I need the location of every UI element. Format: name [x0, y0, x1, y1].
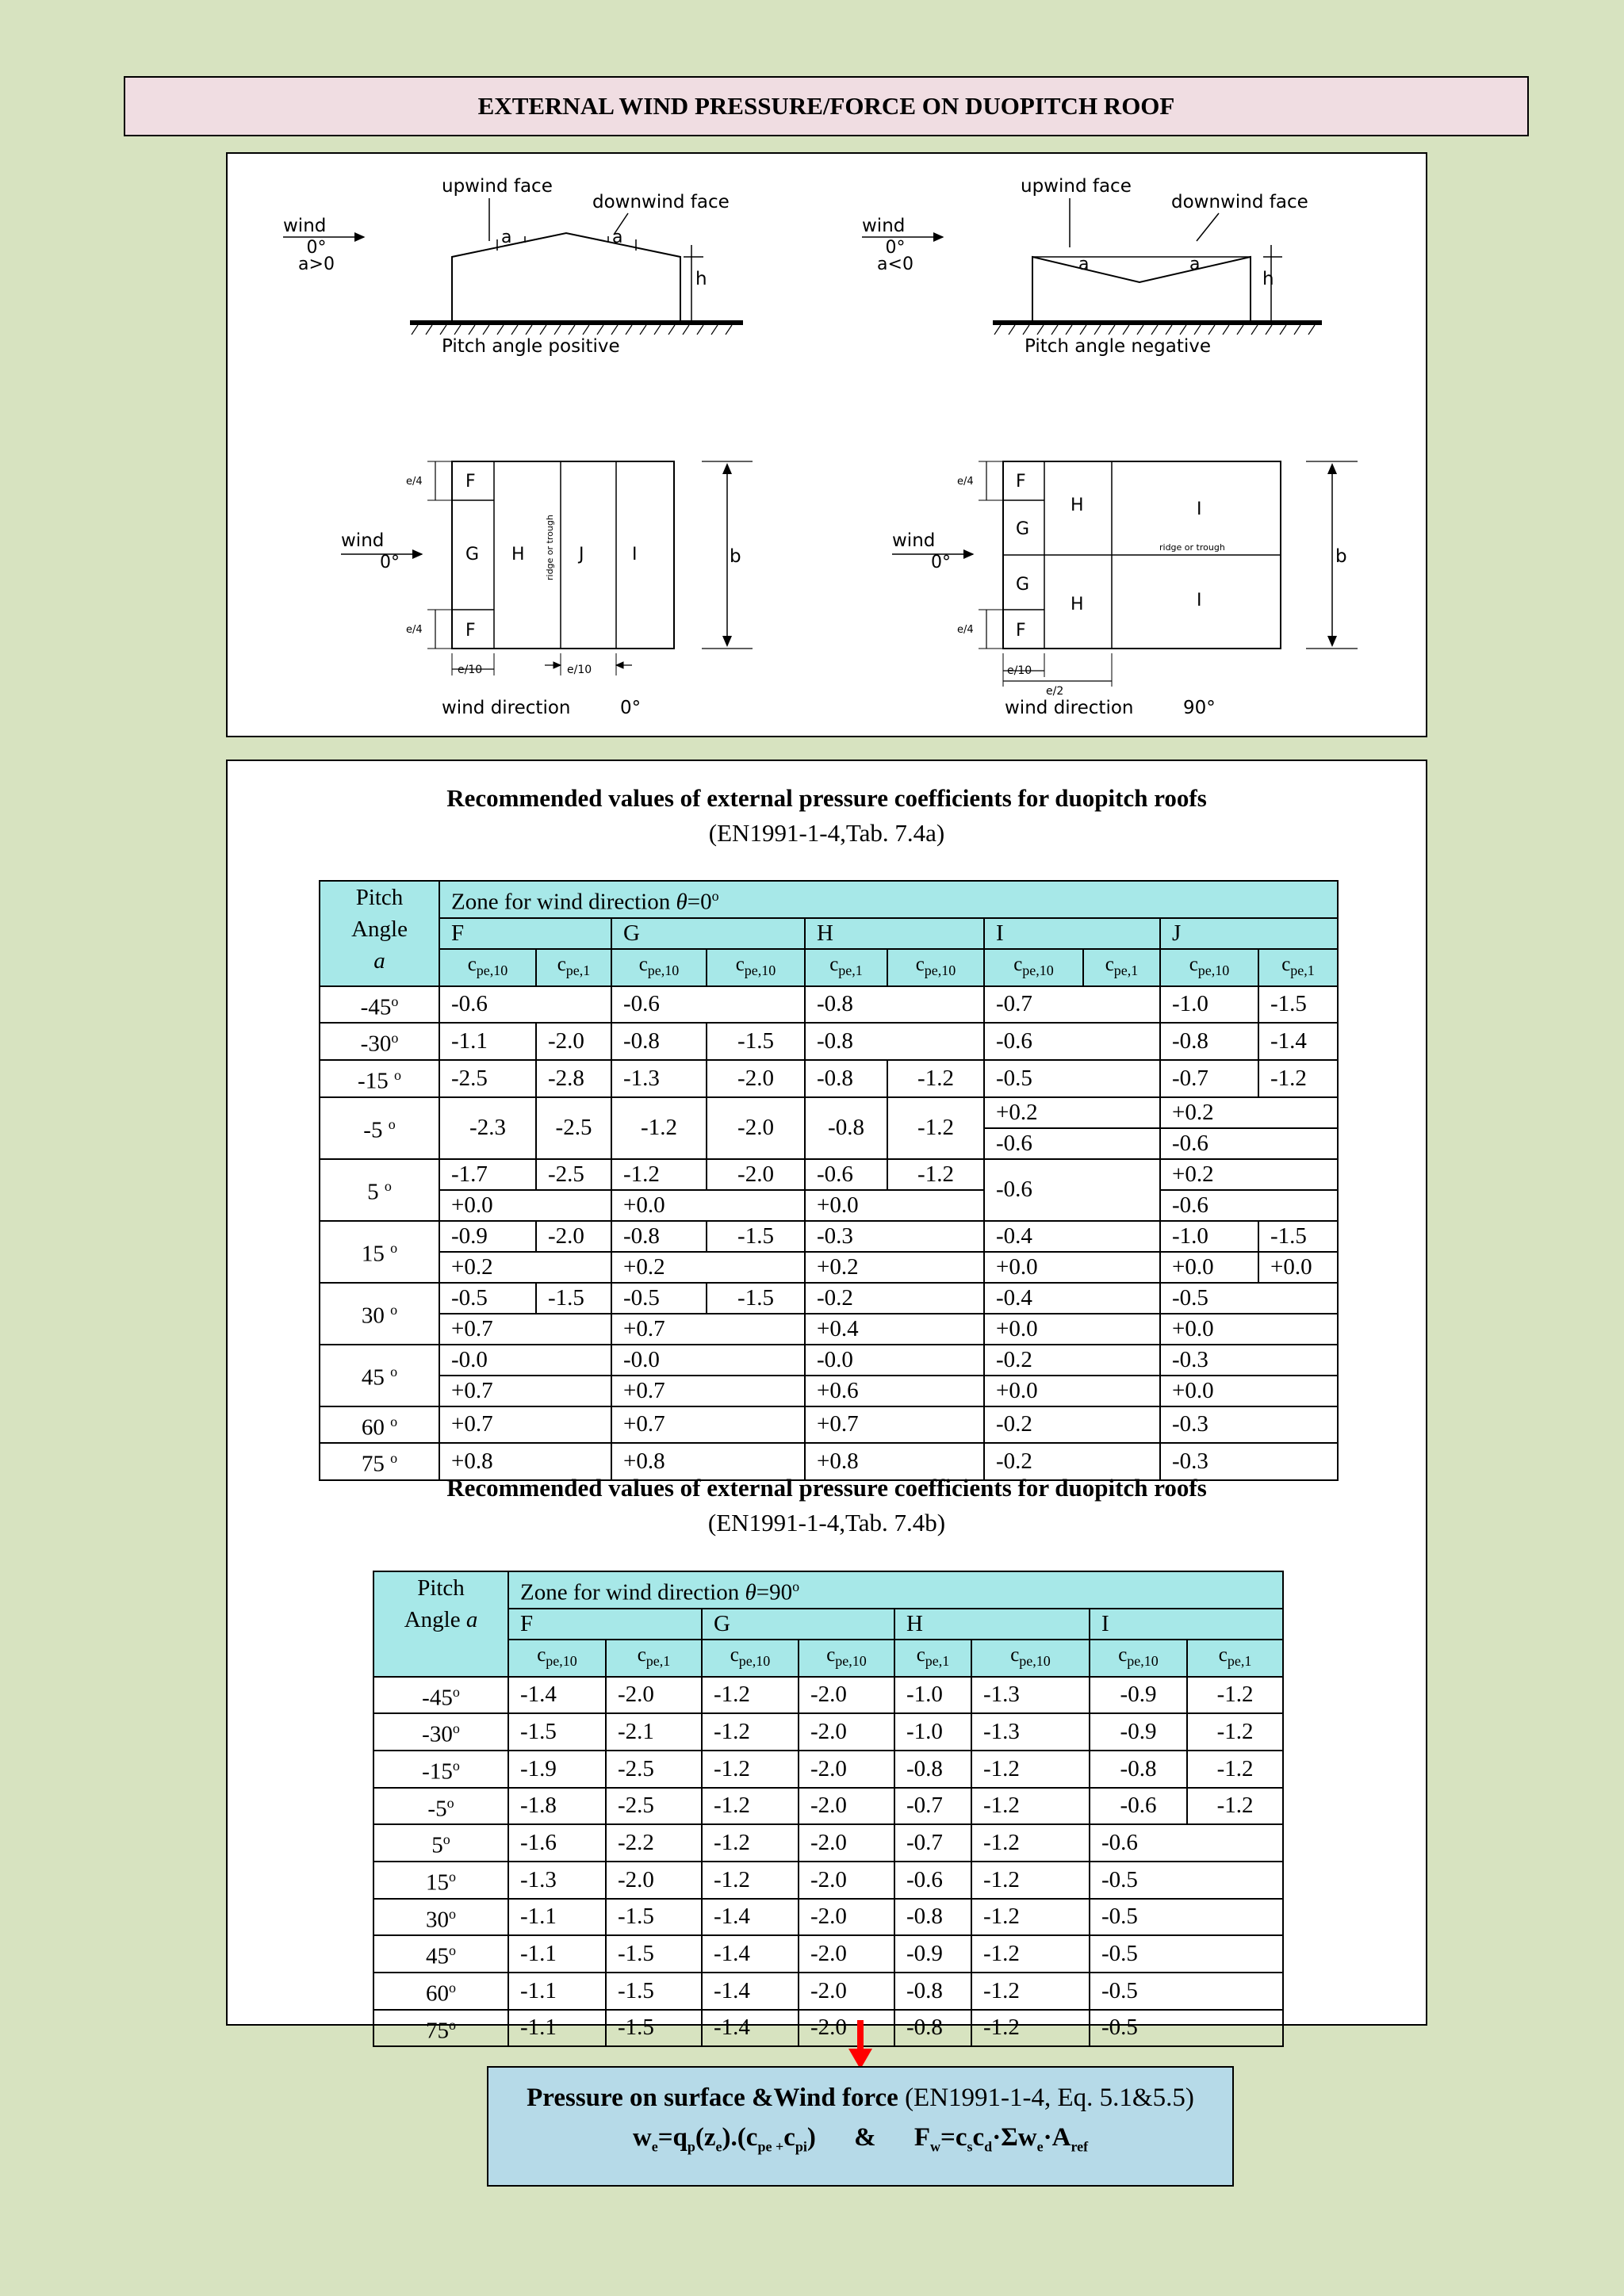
coef-cell: -1.2 — [971, 1788, 1090, 1825]
coef-cell: -2.0 — [799, 1973, 894, 2010]
coef-cell: -1.2 — [702, 1824, 799, 1862]
coef-cell: -2.0 — [799, 1824, 894, 1862]
cpe10-header: $c_{pe,10}$ — [1160, 949, 1258, 986]
zone-I-label: I — [1197, 499, 1202, 519]
roof-plan-outline — [452, 461, 674, 649]
zone-header: Zone for wind direction $\theta=0^o$ — [439, 881, 1338, 918]
table-row — [373, 1973, 1283, 2010]
wind-direction-label: wind direction — [1005, 698, 1134, 718]
coef-cell: -1.2 — [702, 1862, 799, 1899]
ground-hatch — [412, 325, 732, 335]
coef-cell: -0.6 — [894, 1862, 971, 1899]
coef-cell: -2.5 — [606, 1788, 702, 1825]
table-row: 75 $^o$ +0.8 +0.8 +0.8 -0.2 -0.3 — [320, 1443, 1338, 1480]
table-row: 30 $^o$ -0.5 -1.5 -0.5 -1.5 -0.2 -0.4 -0.5 — [320, 1283, 1338, 1314]
zone-G-label: G — [1016, 575, 1030, 595]
coef-cell: -1.1 — [508, 1973, 606, 2010]
formula-heading: Pressure on surface &Wind force (EN1991-1-4, Eq. 5.1&5.5) — [527, 2084, 1194, 2112]
coef-cell: -0.5 — [1090, 2010, 1283, 2047]
pitch-negative-label: Pitch angle negative — [1025, 336, 1212, 357]
coef-cell: -1.3 — [508, 1862, 606, 1899]
coef-cell: -1.2 — [702, 1713, 799, 1751]
e4-label: e/4 — [406, 624, 423, 636]
coef-cell: -2.2 — [606, 1824, 702, 1862]
cpe10-header: $c_{pe,10}$ — [887, 949, 984, 986]
pitch-sign-label: a<0 — [877, 254, 914, 274]
pitch-angle-cell: 30 $^o$ — [320, 1283, 439, 1345]
roof-diagrams — [228, 154, 1426, 736]
pitch-angle-cell: -15 $^o$ — [320, 1060, 439, 1097]
arrow-down-icon — [848, 2020, 872, 2069]
e10-label: e/10 — [458, 664, 483, 676]
pitch-angle-cell: -15$^o$ — [373, 1751, 508, 1788]
coef-cell: -2.0 — [799, 1862, 894, 1899]
angle-a-label: a — [501, 228, 512, 247]
table-row: -30$^o$ -1.1 -2.0 -0.8 -1.5 -0.8 -0.6 -0.8 -1.4 — [320, 1023, 1338, 1060]
zone-I-header: I — [1090, 1609, 1283, 1640]
coef-cell: -1.0 — [894, 1677, 971, 1714]
cpe10-header: $c_{pe,10}$ — [971, 1640, 1090, 1677]
leader-line — [1197, 213, 1219, 241]
coef-cell: -0.8 — [1090, 1751, 1187, 1788]
zone-plan-90-deg — [892, 461, 1358, 718]
e10-label: e/10 — [567, 664, 592, 676]
coef-cell: -1.9 — [508, 1751, 606, 1788]
table-row — [373, 1751, 1283, 1788]
pitch-angle-cell: 45$^o$ — [373, 1935, 508, 1973]
wind-label: wind — [341, 530, 385, 551]
wind-label: wind — [892, 530, 936, 551]
coef-cell: -1.2 — [1187, 1788, 1283, 1825]
cpe1-header: $c_{pe,1}$ — [606, 1640, 702, 1677]
ground-hatch — [994, 325, 1315, 335]
pitch-angle-cell: -30$^o$ — [373, 1713, 508, 1751]
coef-cell: -0.7 — [894, 1788, 971, 1825]
table-row — [373, 1677, 1283, 1714]
pitch-positive-elevation — [283, 176, 743, 357]
wind-direction-value: 90° — [1183, 698, 1216, 718]
coef-cell: -0.8 — [894, 1973, 971, 2010]
pitch-angle-cell: 15 $^o$ — [320, 1221, 439, 1283]
table-90deg-body — [373, 1677, 1283, 2047]
coef-cell: -0.5 — [1090, 1935, 1283, 1973]
cpe10-header: $c_{pe,10}$ — [611, 949, 707, 986]
table-row: +0.0 +0.0 +0.0 -0.6 — [320, 1190, 1338, 1221]
ridge-label: ridge or trough — [1159, 542, 1225, 553]
coef-cell: -1.0 — [894, 1713, 971, 1751]
coef-cell: -1.2 — [702, 1677, 799, 1714]
coef-cell: -0.7 — [894, 1824, 971, 1862]
pitch-negative-elevation — [862, 176, 1322, 357]
pitch-positive-label: Pitch angle positive — [442, 336, 620, 357]
coef-cell: -1.2 — [1187, 1713, 1283, 1751]
cpe1-header: $c_{pe,1}$ — [894, 1640, 971, 1677]
coef-cell: -1.1 — [508, 2010, 606, 2047]
wind-direction-label: wind direction — [442, 698, 571, 718]
b-label: b — [1335, 546, 1347, 567]
table-row — [373, 1713, 1283, 1751]
pitch-angle-cell: 5 $^o$ — [320, 1159, 439, 1221]
coef-cell: -0.6 — [1090, 1824, 1283, 1862]
pitch-angle-cell: -30$^o$ — [320, 1023, 439, 1060]
pitch-angle-cell: -5$^o$ — [373, 1788, 508, 1825]
coef-cell: -1.4 — [508, 1677, 606, 1714]
coef-cell: -1.5 — [606, 1973, 702, 2010]
coef-cell: -2.0 — [799, 1713, 894, 1751]
table-row: +0.7 +0.7 +0.4 +0.0 +0.0 — [320, 1314, 1338, 1345]
zone-F-label: F — [1016, 621, 1026, 641]
angle-label: 0° — [885, 238, 906, 258]
coef-cell: -1.2 — [971, 1751, 1090, 1788]
e2-label: e/2 — [1046, 685, 1064, 698]
downwind-face-label: downwind face — [592, 192, 730, 212]
coef-cell: -2.0 — [799, 1677, 894, 1714]
coef-cell: -1.3 — [971, 1713, 1090, 1751]
coef-cell: -1.4 — [702, 1973, 799, 2010]
coef-cell: -1.5 — [606, 1935, 702, 1973]
cpe10-header: $c_{pe,10}$ — [702, 1640, 799, 1677]
zone-F-header: F — [439, 918, 611, 949]
wind-label: wind — [283, 216, 327, 236]
formula-expression: $w_e=q_p(z_e).(c_{pe +}c_{pi})$ & $F_w=c_sc_d\cdot\Sigma w_e\cdot A_{ref}$ — [632, 2123, 1089, 2155]
coef-cell: -1.2 — [1187, 1677, 1283, 1714]
coef-cell: -1.4 — [702, 1899, 799, 1936]
table-row: 15 $^o$ -0.9 -2.0 -0.8 -1.5 -0.3 -0.4 -1.0 -1.5 — [320, 1221, 1338, 1252]
table-row — [373, 1824, 1283, 1862]
coef-cell: -2.0 — [799, 2010, 894, 2047]
cpe1-header: $c_{pe,1}$ — [1258, 949, 1338, 986]
table-row — [373, 2010, 1283, 2047]
page-title: EXTERNAL WIND PRESSURE/FORCE ON DUOPITCH ROOF — [124, 76, 1529, 136]
ridge-label: ridge or trough — [545, 515, 555, 580]
zone-F-label: F — [1016, 472, 1026, 492]
pitch-angle-cell: 5$^o$ — [373, 1824, 508, 1862]
pitch-angle-cell: 75$^o$ — [373, 2010, 508, 2047]
coef-cell: -1.4 — [702, 1935, 799, 1973]
zone-H-label: H — [1071, 496, 1084, 515]
coef-cell: -2.0 — [606, 1677, 702, 1714]
coef-cell: -1.2 — [971, 1935, 1090, 1973]
b-label: b — [730, 546, 741, 567]
table-b-caption: Recommended values of external pressure coefficients for duopitch roofs — [446, 1474, 1207, 1502]
cpe1-header: $c_{pe,1}$ — [1187, 1640, 1283, 1677]
pitch-sign-label: a>0 — [298, 254, 335, 274]
coef-cell: -2.1 — [606, 1713, 702, 1751]
zone-H-label: H — [1071, 595, 1084, 614]
zone-J-header: J — [1160, 918, 1338, 949]
angle-a-label: a — [612, 228, 623, 247]
wind-direction-value: 0° — [620, 698, 642, 718]
building-outline — [452, 233, 680, 320]
height-label: h — [695, 269, 707, 289]
coef-cell: -2.0 — [606, 1862, 702, 1899]
table-row: 5 $^o$ -1.7 -2.5 -1.2 -2.0 -0.6 -1.2 -0.6 +0.2 — [320, 1159, 1338, 1190]
zone-H-header: H — [805, 918, 984, 949]
table-row: 60 $^o$ +0.7 +0.7 +0.7 -0.2 -0.3 — [320, 1406, 1338, 1444]
cpe10-header: $c_{pe,10}$ — [439, 949, 536, 986]
pitch-angle-header: Pitch Angle a — [373, 1571, 508, 1677]
pitch-angle-cell: 15$^o$ — [373, 1862, 508, 1899]
zone-I-header: I — [984, 918, 1160, 949]
table-row: -0.6 -0.6 — [320, 1128, 1338, 1159]
coef-cell: -1.2 — [971, 1973, 1090, 2010]
pitch-angle-cell: 60 $^o$ — [320, 1406, 439, 1444]
cpe1-header: $c_{pe,1}$ — [805, 949, 887, 986]
formula-box — [487, 2066, 1234, 2187]
zone-plan-0-deg — [341, 461, 753, 718]
zone-F-label: F — [465, 472, 476, 492]
table-0deg — [319, 880, 1339, 1481]
pitch-angle-header: Pitch Angle a — [320, 881, 439, 986]
table-row — [373, 1862, 1283, 1899]
coef-cell: -1.5 — [508, 1713, 606, 1751]
angle-a-label: a — [1078, 254, 1090, 274]
coef-cell: -2.0 — [799, 1935, 894, 1973]
coef-cell: -1.2 — [971, 2010, 1090, 2047]
coef-cell: -0.8 — [894, 1751, 971, 1788]
coef-cell: -1.1 — [508, 1899, 606, 1936]
coef-cell: -2.0 — [799, 1751, 894, 1788]
cpe1-header: $c_{pe,1}$ — [1083, 949, 1160, 986]
coef-cell: -0.8 — [894, 2010, 971, 2047]
pitch-angle-cell: -45$^o$ — [320, 986, 439, 1024]
roof-diagram-panel — [226, 152, 1427, 737]
angle-label: 0° — [931, 553, 951, 572]
coef-cell: -0.6 — [1090, 1788, 1187, 1825]
e4-label: e/4 — [957, 624, 974, 636]
coef-cell: -0.8 — [894, 1899, 971, 1936]
zone-header: Zone for wind direction $\theta=90^o$ — [508, 1571, 1283, 1609]
coefficient-tables-panel — [226, 760, 1427, 2044]
table-row: +0.7 +0.7 +0.6 +0.0 +0.0 — [320, 1376, 1338, 1406]
angle-a-label: a — [1189, 254, 1201, 274]
table-row — [373, 1899, 1283, 1936]
coef-cell: -1.6 — [508, 1824, 606, 1862]
wind-label: wind — [862, 216, 906, 236]
coef-cell: -0.5 — [1090, 1862, 1283, 1899]
table-b-reference: (EN1991-1-4,Tab. 7.4b) — [707, 1509, 946, 1536]
coef-cell: -0.9 — [1090, 1713, 1187, 1751]
table-row: -5 $^o$ -2.3 -2.5 -1.2 -2.0 -0.8 -1.2 +0.2 +0.2 — [320, 1097, 1338, 1128]
coef-cell: -2.5 — [606, 1751, 702, 1788]
table-90deg — [373, 1571, 1284, 2047]
coef-cell: -1.5 — [606, 2010, 702, 2047]
zone-G-header: G — [611, 918, 805, 949]
angle-label: 0° — [306, 238, 327, 258]
coef-cell: -0.5 — [1090, 1973, 1283, 2010]
pitch-angle-cell: 60$^o$ — [373, 1973, 508, 2010]
upwind-face-label: upwind face — [1021, 176, 1132, 197]
downwind-face-label: downwind face — [1171, 192, 1308, 212]
coef-cell: -1.2 — [1187, 1751, 1283, 1788]
coef-cell: -1.2 — [971, 1862, 1090, 1899]
table-row: +0.2 +0.2 +0.2 +0.0 +0.0 +0.0 — [320, 1252, 1338, 1283]
table-a-caption: Recommended values of external pressure coefficients for duopitch roofs — [446, 784, 1207, 812]
coef-cell: -0.5 — [1090, 1899, 1283, 1936]
height-label: h — [1262, 269, 1274, 289]
e4-label: e/4 — [406, 476, 423, 488]
table-a-reference: (EN1991-1-4,Tab. 7.4a) — [708, 819, 945, 847]
coef-cell: -1.4 — [702, 2010, 799, 2047]
e4-label: e/4 — [957, 476, 974, 488]
zone-J-label: J — [579, 545, 584, 564]
coef-cell: -2.0 — [799, 1788, 894, 1825]
pitch-angle-cell: 30$^o$ — [373, 1899, 508, 1936]
coef-cell: -1.3 — [971, 1677, 1090, 1714]
coef-cell: -1.8 — [508, 1788, 606, 1825]
table-row — [373, 1788, 1283, 1825]
cpe10-header: $c_{pe,10}$ — [1090, 1640, 1187, 1677]
coef-cell: -1.5 — [606, 1899, 702, 1936]
table-row: 45 $^o$ -0.0 -0.0 -0.0 -0.2 -0.3 — [320, 1345, 1338, 1376]
pitch-angle-cell: 45 $^o$ — [320, 1345, 439, 1406]
zone-F-label: F — [465, 621, 476, 641]
upwind-face-label: upwind face — [442, 176, 553, 197]
angle-label: 0° — [380, 553, 400, 572]
table-row: -15 $^o$ -2.5 -2.8 -1.3 -2.0 -0.8 -1.2 -0.5 -0.7 -1.2 — [320, 1060, 1338, 1097]
zone-H-header: H — [894, 1609, 1090, 1640]
zone-F-header: F — [508, 1609, 702, 1640]
zone-G-label: G — [1016, 519, 1030, 539]
coef-cell: -1.2 — [702, 1788, 799, 1825]
cpe10-header: $c_{pe,10}$ — [984, 949, 1083, 986]
pitch-angle-cell: 75 $^o$ — [320, 1443, 439, 1480]
cpe10-header: $c_{pe,10}$ — [508, 1640, 606, 1677]
coef-cell: -1.1 — [508, 1935, 606, 1973]
zone-H-label: H — [511, 545, 525, 564]
building-outline — [1032, 257, 1251, 320]
pitch-angle-cell: -45$^o$ — [373, 1677, 508, 1714]
coef-cell: -1.2 — [702, 1751, 799, 1788]
coef-cell: -0.9 — [894, 1935, 971, 1973]
cpe10-header: $c_{pe,10}$ — [799, 1640, 894, 1677]
coef-cell: -1.2 — [971, 1899, 1090, 1936]
cpe10-header: $c_{pe,10}$ — [707, 949, 805, 986]
coef-cell: -1.2 — [971, 1824, 1090, 1862]
zone-G-label: G — [465, 545, 480, 564]
cpe1-header: $c_{pe,1}$ — [536, 949, 611, 986]
zone-I-label: I — [632, 545, 638, 564]
zone-G-header: G — [702, 1609, 894, 1640]
table-row — [373, 1935, 1283, 1973]
coef-cell: -2.0 — [799, 1899, 894, 1936]
coef-cell: -0.9 — [1090, 1677, 1187, 1714]
e10-label: e/10 — [1007, 664, 1032, 677]
pitch-angle-cell: -5 $^o$ — [320, 1097, 439, 1159]
table-row: -45$^o$ -0.6 -0.6 -0.8 -0.7 -1.0 -1.5 — [320, 986, 1338, 1024]
zone-I-label: I — [1197, 591, 1202, 610]
